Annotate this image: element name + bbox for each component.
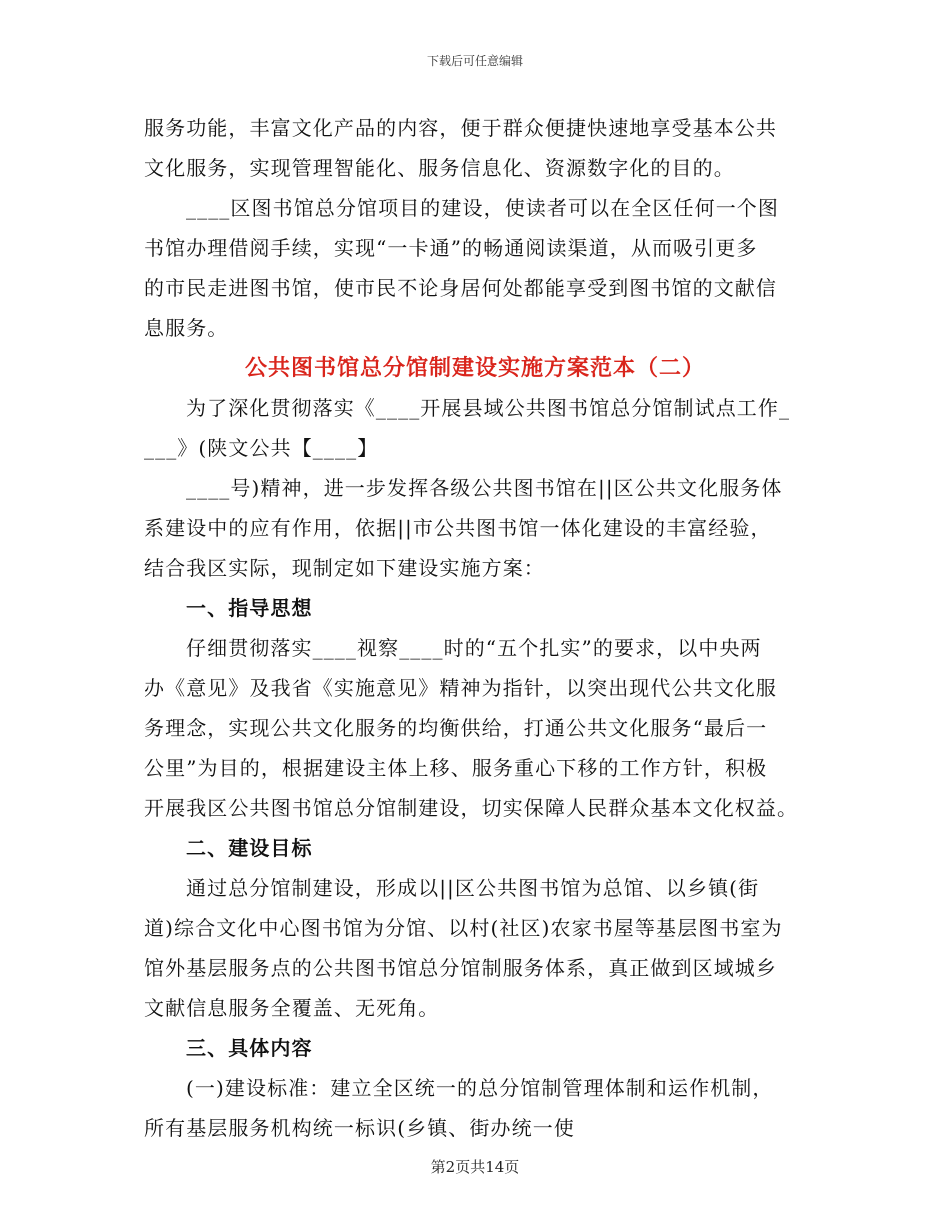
paragraph xyxy=(144,868,806,1028)
text-line: 道)综合文化中心图书馆为分馆、以村(社区)农家书屋等基层图书室为 xyxy=(144,916,783,940)
text-line: 通过总分馆制建设，形成以||区公共图书馆为总馆、以乡镇(街 xyxy=(186,876,760,900)
page-number: 第2页共14页 xyxy=(430,1158,520,1176)
text-line: 结合我区实际，现制定如下建设实施方案： xyxy=(144,556,545,580)
text-line: 馆外基层服务点的公共图书馆总分馆制服务体系，真正做到区域城乡 xyxy=(144,956,777,980)
paragraph xyxy=(144,388,806,468)
paragraph xyxy=(144,188,806,348)
text-line: 务理念，实现公共文化服务的均衡供给，打通公共文化服务“最后一 xyxy=(144,716,768,740)
text-line: 息服务。 xyxy=(144,316,229,340)
paragraph xyxy=(144,628,806,828)
text-line: 办《意见》及我省《实施意见》精神为指针，以突出现代公共文化服 xyxy=(144,676,777,700)
text-line: ___》(陕文公共【____】 xyxy=(144,436,379,460)
text-line: 文化服务，实现管理智能化、服务信息化、资源数字化的目的。 xyxy=(144,156,735,180)
page-header: 下载后可任意编辑 xyxy=(426,54,523,68)
paragraph xyxy=(144,108,806,188)
section-title: 公共图书馆总分馆制建设实施方案范本（二） xyxy=(244,355,705,381)
text-line: ____区图书馆总分馆项目的建设，使读者可以在全区任何一个图 xyxy=(186,196,779,220)
paragraph xyxy=(144,1068,806,1148)
text-line: 书馆办理借阅手续，实现“一卡通”的畅通阅读渠道，从而吸引更多 xyxy=(144,236,758,260)
text-line: ____号)精神，进一步发挥各级公共图书馆在||区公共文化服务体 xyxy=(186,476,783,500)
text-line: 系建设中的应有作用，依据||市公共图书馆一体化建设的丰富经验， xyxy=(144,516,772,540)
text-line: 仔细贯彻落实____视察____时的“五个扎实”的要求，以中央两 xyxy=(186,636,762,660)
text-line: 的市民走进图书馆，使市民不论身居何处都能享受到图书馆的文献信 xyxy=(144,276,777,300)
document-body xyxy=(144,108,806,1148)
text-line: 开展我区公共图书馆总分馆制建设，切实保障人民群众基本文化权益。 xyxy=(144,796,799,820)
text-line: 为了深化贯彻落实《____开展县域公共图书馆总分馆制试点工作_ xyxy=(186,396,791,420)
paragraph xyxy=(144,468,806,588)
heading-specific-content: 三、具体内容 xyxy=(186,1036,313,1060)
heading-construction-goals: 二、建设目标 xyxy=(186,836,313,860)
text-line: 公里”为目的，根据建设主体上移、服务重心下移的工作方针，积极 xyxy=(144,756,768,780)
heading-guiding-ideology: 一、指导思想 xyxy=(186,596,313,620)
text-line: (一)建设标准：建立全区统一的总分馆制管理体制和运作机制， xyxy=(186,1076,774,1100)
text-line: 文献信息服务全覆盖、无死角。 xyxy=(144,996,440,1020)
text-line: 所有基层服务机构统一标识(乡镇、街办统一使 xyxy=(144,1116,575,1140)
text-line: 服务功能，丰富文化产品的内容，便于群众便捷快速地享受基本公共 xyxy=(144,116,777,140)
